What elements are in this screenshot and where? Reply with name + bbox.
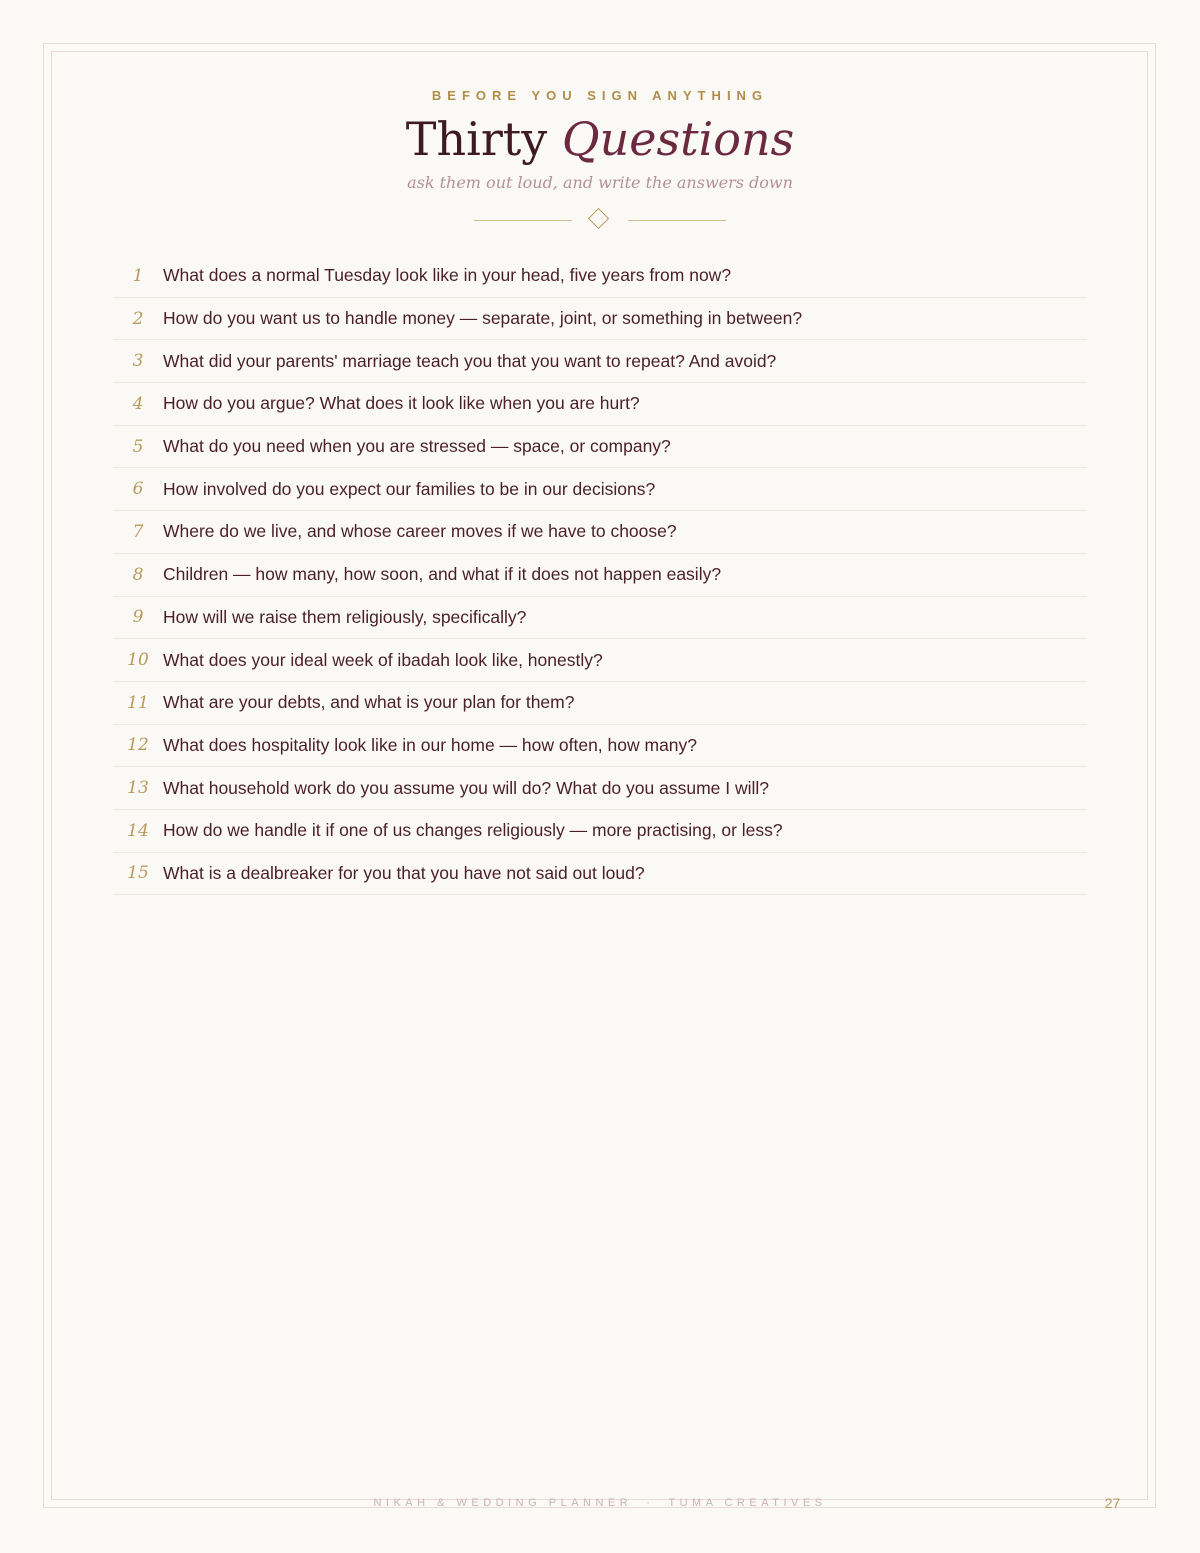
divider-line-left xyxy=(474,220,572,221)
question-text: What do you need when you are stressed — space, or company? xyxy=(163,436,671,457)
question-row xyxy=(113,639,1087,682)
question-number: 4 xyxy=(132,393,144,414)
question-row xyxy=(113,468,1087,511)
question-row xyxy=(113,511,1087,554)
question-number: 11 xyxy=(127,692,149,713)
footer xyxy=(0,1497,1200,1509)
question-text: How will we raise them religiously, specifically? xyxy=(163,606,527,627)
question-number: 6 xyxy=(132,479,144,500)
question-text: How do we handle it if one of us changes religiously — more practising, or less? xyxy=(163,820,783,841)
eyebrow-heading: BEFORE YOU SIGN ANYTHING xyxy=(431,88,769,103)
question-number: 5 xyxy=(132,436,144,457)
question-row xyxy=(113,767,1087,810)
title-plain: Thirty xyxy=(405,112,548,166)
question-text: What is a dealbreaker for you that you have not said out loud? xyxy=(163,862,645,883)
divider-line-right xyxy=(628,220,726,221)
question-number: 9 xyxy=(132,607,144,628)
question-text: What does hospitality look like in our home — how often, how many? xyxy=(163,734,698,755)
question-number: 12 xyxy=(127,735,149,756)
questions-list xyxy=(113,255,1087,895)
question-row xyxy=(113,255,1087,298)
question-number: 2 xyxy=(132,308,144,329)
question-row xyxy=(113,682,1087,725)
footer-separator: · xyxy=(646,1497,655,1509)
diamond-icon xyxy=(588,208,609,229)
question-number: 1 xyxy=(132,265,144,286)
footer-brand-name: TUMA CREATIVES xyxy=(668,1497,827,1509)
question-row xyxy=(113,597,1087,640)
question-number: 3 xyxy=(132,351,144,372)
question-row xyxy=(113,725,1087,768)
question-text: What are your debts, and what is your plan for them? xyxy=(163,692,575,713)
question-text: How do you argue? What does it look like when you are hurt? xyxy=(163,393,640,414)
question-number: 7 xyxy=(132,521,144,542)
question-row xyxy=(113,340,1087,383)
question-row xyxy=(113,554,1087,597)
question-text: What does a normal Tuesday look like in your head, five years from now? xyxy=(163,265,732,286)
question-text: What does your ideal week of ibadah look like, honestly? xyxy=(163,649,603,670)
page-subtitle: ask them out loud, and write the answers down xyxy=(407,173,793,192)
question-number: 15 xyxy=(127,863,149,884)
question-number: 8 xyxy=(132,564,144,585)
question-row xyxy=(113,810,1087,853)
question-row xyxy=(113,298,1087,341)
question-row xyxy=(113,383,1087,426)
question-text: Where do we live, and whose career moves if we have to choose? xyxy=(163,521,677,542)
question-text: Children — how many, how soon, and what if it does not happen easily? xyxy=(163,564,722,585)
question-text: How do you want us to handle money — separate, joint, or something in between? xyxy=(163,308,803,329)
title-accent: Questions xyxy=(561,112,795,166)
question-number: 10 xyxy=(127,650,149,671)
page-number: 27 xyxy=(1104,1495,1121,1511)
page-title xyxy=(0,108,1200,170)
question-row xyxy=(113,426,1087,469)
diamond-divider-icon xyxy=(474,207,726,235)
question-number: 13 xyxy=(127,778,149,799)
question-text: What did your parents' marriage teach you that you want to repeat? And avoid? xyxy=(163,350,777,371)
question-number: 14 xyxy=(127,820,149,841)
footer-planner-name: NIKAH & WEDDING PLANNER xyxy=(373,1497,633,1509)
question-text: How involved do you expect our families to be in our decisions? xyxy=(163,478,656,499)
question-row xyxy=(113,853,1087,896)
question-text: What household work do you assume you will do? What do you assume I will? xyxy=(163,777,769,798)
